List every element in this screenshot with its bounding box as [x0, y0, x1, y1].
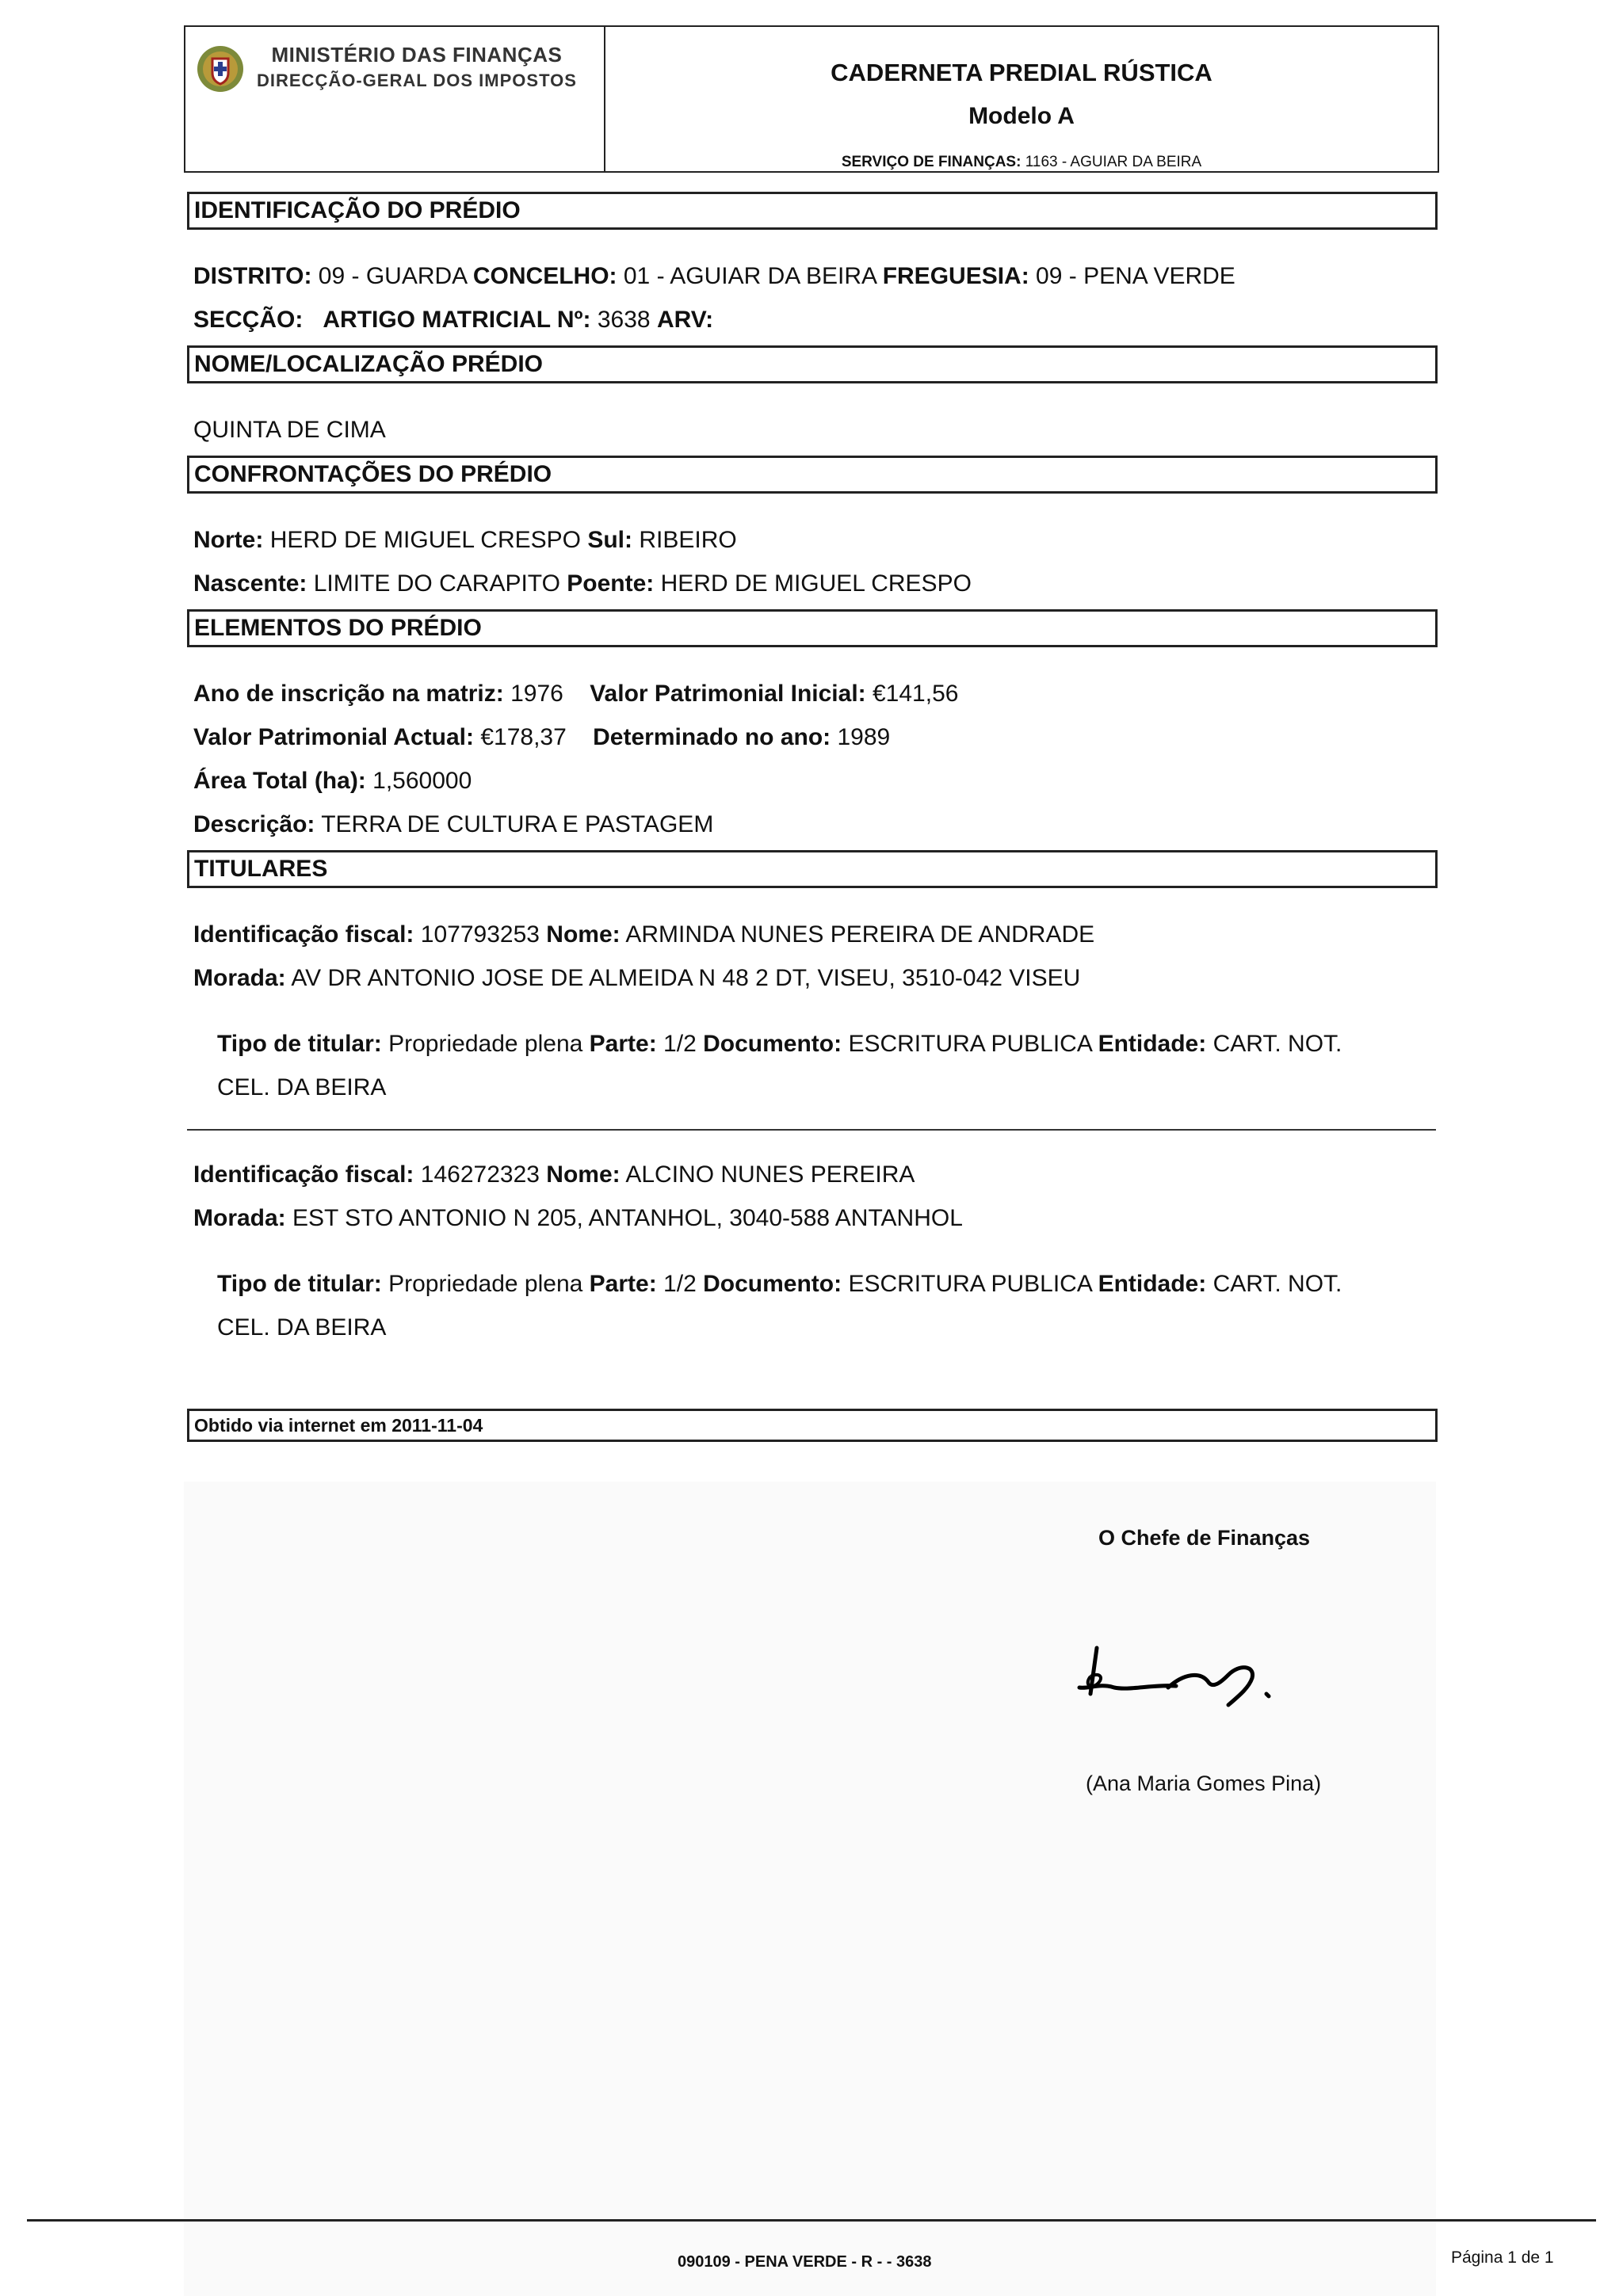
distrito-value: 09 - GUARDA — [318, 263, 467, 289]
titular-1-nif-line — [193, 921, 1094, 948]
documento-label: Documento: — [703, 1271, 842, 1297]
vpi-label: Valor Patrimonial Inicial: — [590, 681, 866, 707]
coat-of-arms-icon — [195, 44, 246, 93]
nascente-poente-line — [193, 570, 972, 597]
poente-value: HERD DE MIGUEL CRESPO — [660, 570, 972, 597]
freguesia-label: FREGUESIA: — [882, 263, 1029, 289]
section-heading-confrontacoes: CONFRONTAÇÕES DO PRÉDIO — [187, 456, 1438, 494]
titular-1-nome: ARMINDA NUNES PEREIRA DE ANDRADE — [625, 921, 1095, 948]
titulares-separator — [187, 1129, 1436, 1131]
sul-value: RIBEIRO — [639, 527, 737, 553]
handwritten-signature — [1073, 1632, 1335, 1719]
titular-1-documento: ESCRITURA PUBLICA — [848, 1031, 1092, 1057]
norte-label: Norte: — [193, 527, 264, 553]
document-header — [184, 25, 1439, 173]
footer-reference-code: 090109 - PENA VERDE - R - - 3638 — [678, 2253, 932, 2271]
titular-1-nif: 107793253 — [420, 921, 540, 948]
area-value: 1,560000 — [372, 768, 472, 794]
titular-1-morada-line — [193, 965, 1080, 992]
morada-label: Morada: — [193, 965, 286, 991]
seccao-label: SECÇÃO: — [193, 307, 304, 333]
det-label: Determinado no ano: — [593, 724, 831, 750]
titular-1-entidade-cont: CEL. DA BEIRA — [217, 1074, 387, 1100]
ministry-line-2: DIRECÇÃO-GERAL DOS IMPOSTOS — [257, 71, 577, 90]
descricao-line — [193, 811, 713, 838]
titular-2-morada-line — [193, 1205, 963, 1232]
vpa-label: Valor Patrimonial Actual: — [193, 724, 474, 750]
desc-value: TERRA DE CULTURA E PASTAGEM — [321, 811, 714, 837]
titular-1-entidade: CART. NOT. — [1212, 1031, 1342, 1057]
signer-name: (Ana Maria Gomes Pina) — [1086, 1772, 1322, 1795]
footer-rule — [27, 2219, 1596, 2222]
parte-label: Parte: — [589, 1031, 657, 1057]
distrito-label: DISTRITO: — [193, 263, 312, 289]
ano-vpi-line — [193, 681, 958, 707]
titular-2-tipo-line — [217, 1271, 1342, 1298]
document-title: CADERNETA PREDIAL RÚSTICA — [831, 59, 1212, 86]
section-heading-elementos: ELEMENTOS DO PRÉDIO — [187, 609, 1438, 647]
servico-value: 1163 - AGUIAR DA BEIRA — [1025, 154, 1202, 170]
property-name: QUINTA DE CIMA — [193, 417, 386, 443]
ano-label: Ano de inscrição na matriz: — [193, 681, 504, 707]
titular-1-parte: 1/2 — [663, 1031, 697, 1057]
norte-value: HERD DE MIGUEL CRESPO — [269, 527, 581, 553]
ano-value: 1976 — [510, 681, 563, 707]
concelho-label: CONCELHO: — [472, 263, 617, 289]
det-value: 1989 — [837, 724, 891, 750]
concelho-value: 01 - AGUIAR DA BEIRA — [623, 263, 876, 289]
signature-role: O Chefe de Finanças — [1098, 1526, 1311, 1550]
servico-label: SERVIÇO DE FINANÇAS: — [841, 154, 1022, 170]
page-number: Página 1 de 1 — [1451, 2248, 1554, 2267]
documento-label: Documento: — [703, 1031, 842, 1057]
vpi-value: €141,56 — [873, 681, 959, 707]
area-label: Área Total (ha): — [193, 768, 366, 794]
section-heading-identificacao: IDENTIFICAÇÃO DO PRÉDIO — [187, 192, 1438, 230]
entidade-label: Entidade: — [1098, 1031, 1207, 1057]
titular-2-nif: 146272323 — [420, 1161, 540, 1188]
location-line — [193, 263, 1235, 290]
poente-label: Poente: — [567, 570, 655, 597]
titular-2-documento: ESCRITURA PUBLICA — [848, 1271, 1092, 1297]
ministry-line-1: MINISTÉRIO DAS FINANÇAS — [271, 43, 563, 67]
nome-label: Nome: — [546, 921, 621, 948]
page-background-panel — [184, 1482, 1436, 2296]
header-divider — [604, 27, 605, 171]
morada-label: Morada: — [193, 1205, 286, 1231]
arv-label: ARV: — [656, 307, 714, 333]
freguesia-value: 09 - PENA VERDE — [1036, 263, 1235, 289]
norte-sul-line — [193, 527, 737, 554]
section-heading-titulares: TITULARES — [187, 850, 1438, 888]
area-line — [193, 768, 472, 795]
titular-1-morada: AV DR ANTONIO JOSE DE ALMEIDA N 48 2 DT, VISEU, 3510-042 VISEU — [291, 965, 1081, 991]
artigo-label: ARTIGO MATRICIAL Nº: — [323, 307, 591, 333]
tipo-label: Tipo de titular: — [217, 1031, 382, 1057]
titular-2-tipo: Propriedade plena — [388, 1271, 583, 1297]
desc-label: Descrição: — [193, 811, 315, 837]
titular-2-nome: ALCINO NUNES PEREIRA — [625, 1161, 915, 1188]
titular-1-tipo: Propriedade plena — [388, 1031, 583, 1057]
nif-label: Identificação fiscal: — [193, 921, 414, 948]
vpa-det-line — [193, 724, 890, 751]
document-model: Modelo A — [968, 103, 1075, 129]
artigo-value: 3638 — [597, 307, 651, 333]
titular-2-morada: EST STO ANTONIO N 205, ANTANHOL, 3040-588 ANTANHOL — [292, 1205, 963, 1231]
titular-2-nif-line — [193, 1161, 915, 1188]
titular-2-entidade-cont: CEL. DA BEIRA — [217, 1314, 387, 1341]
ministry-name — [257, 43, 577, 91]
vpa-value: €178,37 — [480, 724, 567, 750]
titular-2-entidade: CART. NOT. — [1212, 1271, 1342, 1297]
article-line — [193, 307, 713, 334]
servico-financas — [605, 154, 1438, 171]
titular-2-parte: 1/2 — [663, 1271, 697, 1297]
titular-1-tipo-line — [217, 1031, 1342, 1058]
entidade-label: Entidade: — [1098, 1271, 1207, 1297]
tipo-label: Tipo de titular: — [217, 1271, 382, 1297]
nascente-label: Nascente: — [193, 570, 307, 597]
nascente-value: LIMITE DO CARAPITO — [313, 570, 560, 597]
nif-label: Identificação fiscal: — [193, 1161, 414, 1188]
obtido-via-internet: Obtido via internet em 2011-11-04 — [187, 1409, 1438, 1442]
parte-label: Parte: — [589, 1271, 657, 1297]
section-heading-nome: NOME/LOCALIZAÇÃO PRÉDIO — [187, 345, 1438, 383]
sul-label: Sul: — [587, 527, 632, 553]
nome-label: Nome: — [546, 1161, 621, 1188]
